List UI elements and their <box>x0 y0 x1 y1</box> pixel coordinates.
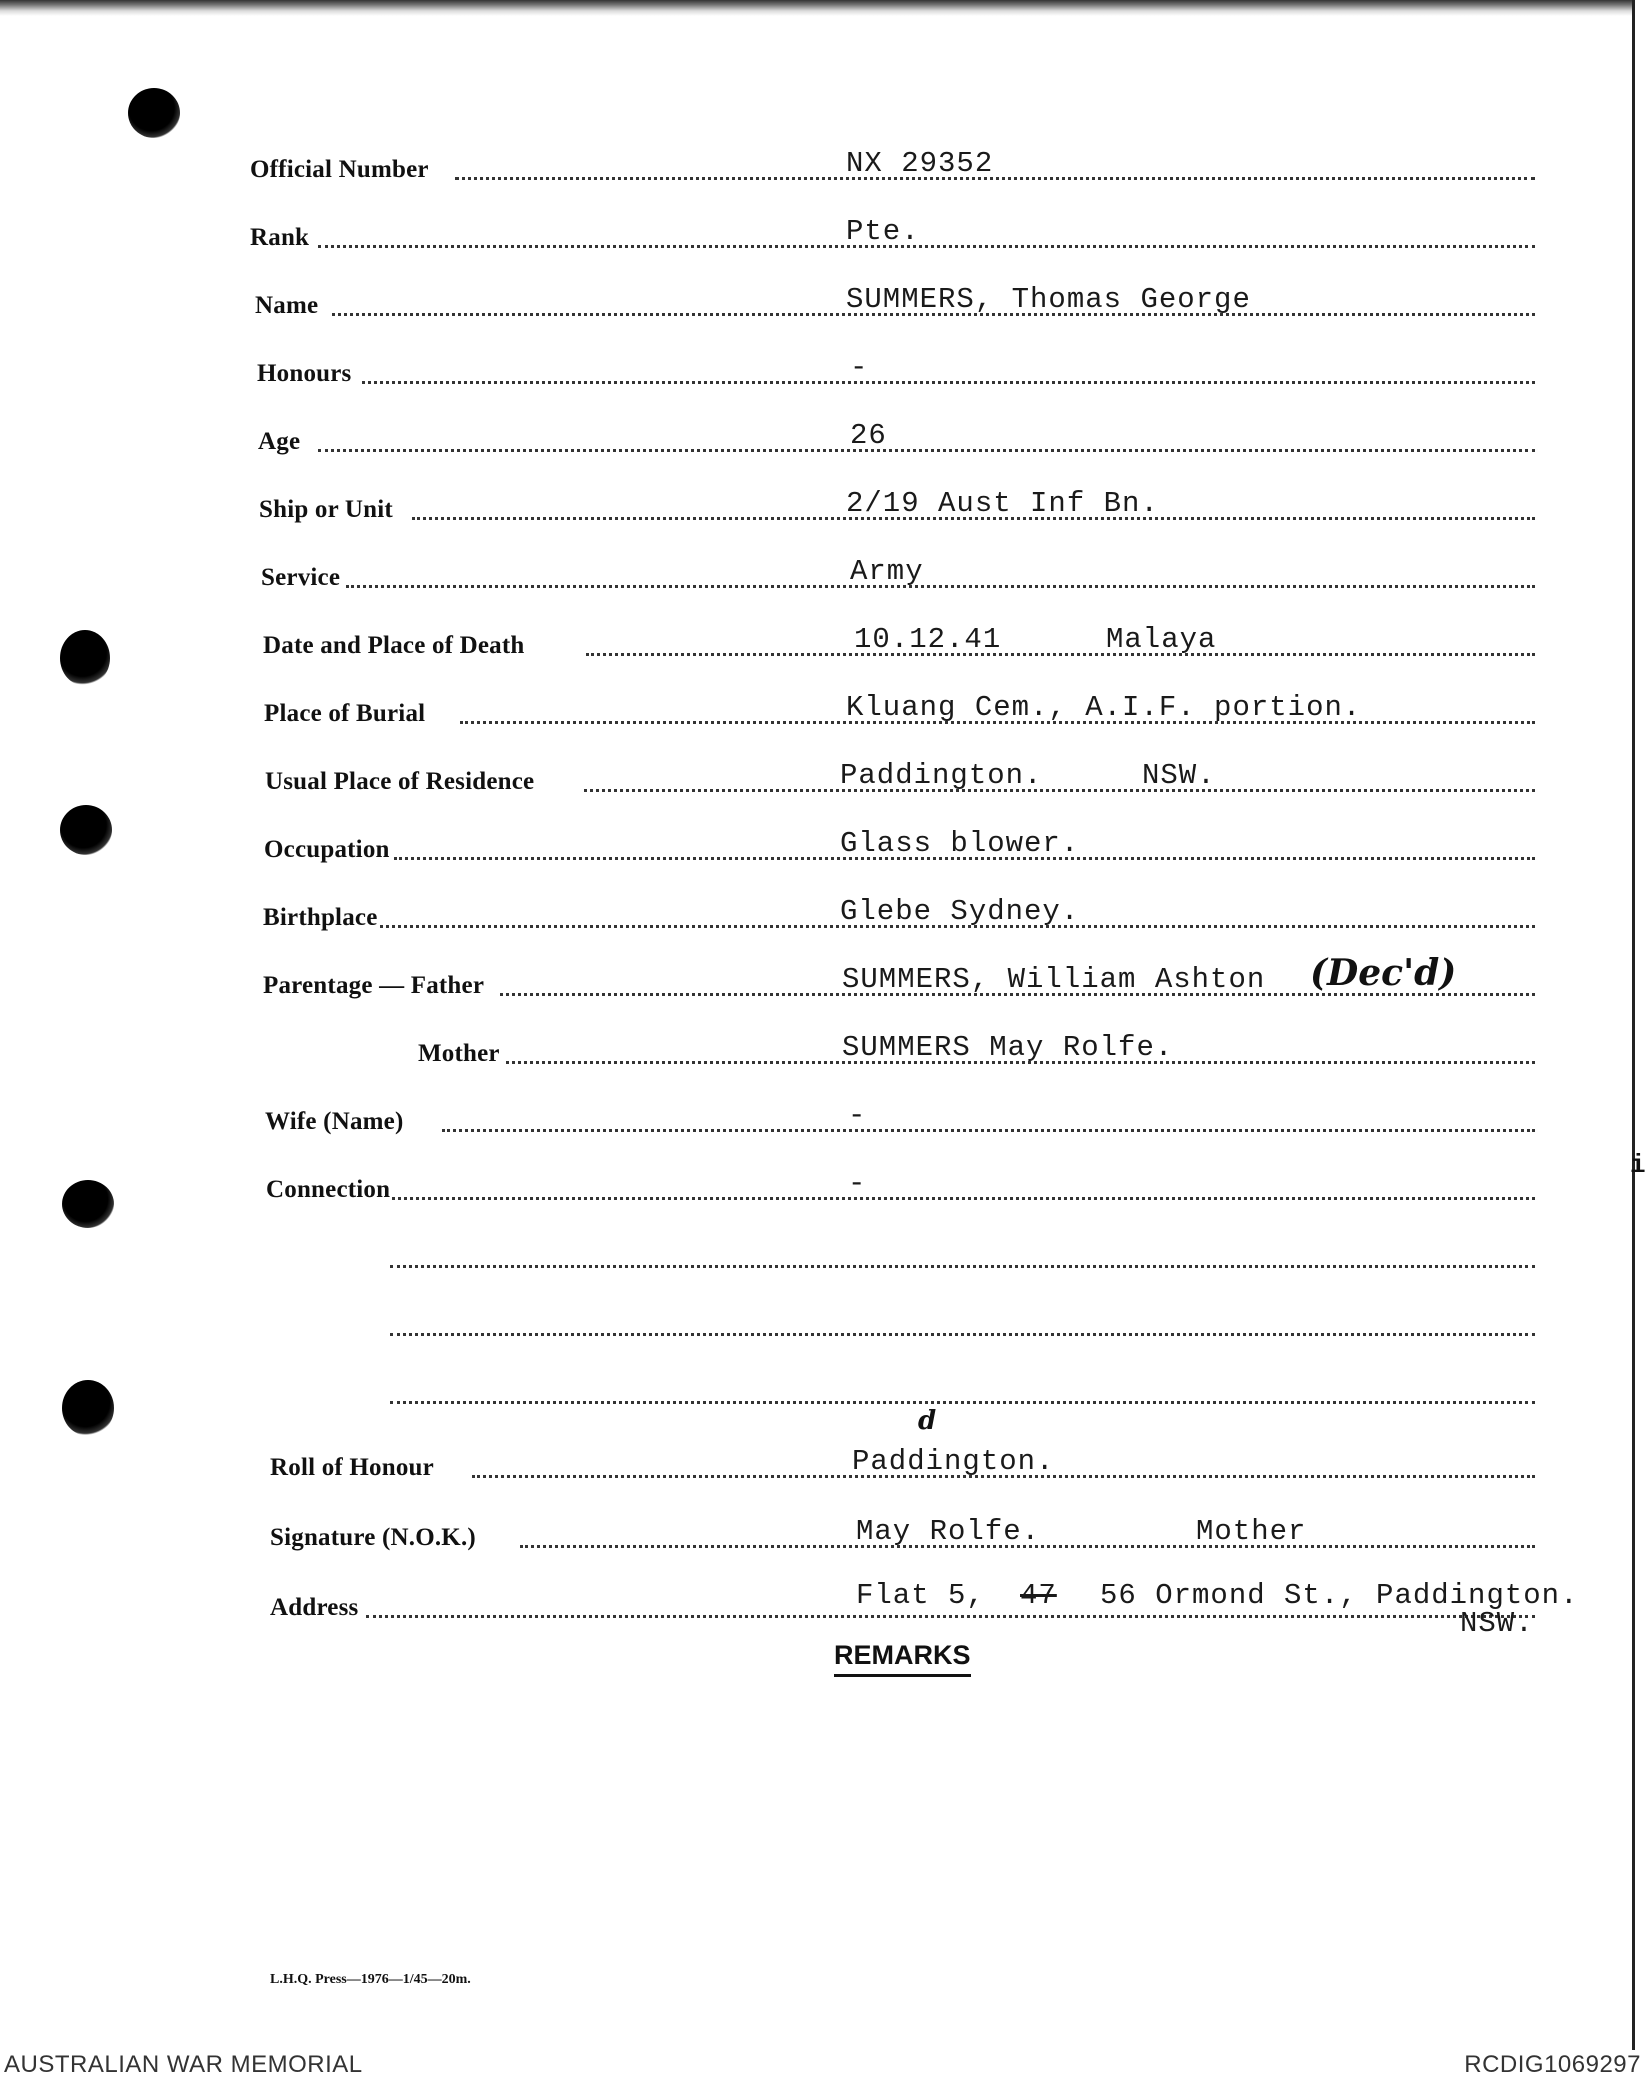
deceased-annotation: (Dec'd) <box>1310 952 1457 994</box>
death-label: Date and Place of Death <box>263 632 525 659</box>
field-occupation <box>0 828 1632 868</box>
death-place-value: Malaya <box>1106 623 1217 656</box>
field-residence <box>0 760 1632 800</box>
field-honours <box>0 352 1632 392</box>
service-label: Service <box>261 564 341 591</box>
field-signature <box>0 1516 1632 1556</box>
name-value: SUMMERS, Thomas George <box>846 283 1251 316</box>
father-value: SUMMERS, William Ashton <box>842 963 1266 996</box>
signature-relation-value: Mother <box>1196 1515 1307 1548</box>
field-address <box>0 1579 1632 1640</box>
dotted-line <box>390 1401 1535 1404</box>
age-value: 26 <box>850 419 887 452</box>
remarks-heading: REMARKS <box>834 1640 971 1677</box>
birthplace-label: Birthplace <box>263 904 378 931</box>
archive-institution: AUSTRALIAN WAR MEMORIAL <box>4 2051 363 2078</box>
ship-or-unit-value: 2/19 Aust Inf Bn. <box>846 487 1159 520</box>
wife-label: Wife (Name) <box>265 1108 404 1135</box>
blank-line-3 <box>0 1372 1632 1412</box>
dotted-line <box>346 585 1535 588</box>
birthplace-value: Glebe Sydney. <box>840 895 1080 928</box>
dotted-line <box>390 1265 1535 1268</box>
field-connection <box>0 1168 1632 1208</box>
residence-label: Usual Place of Residence <box>265 768 535 795</box>
honours-value: - <box>850 351 869 384</box>
field-ship-or-unit <box>0 488 1632 528</box>
field-father <box>0 952 1632 1004</box>
archive-band <box>0 2050 1651 2082</box>
dotted-line <box>442 1129 1535 1132</box>
mother-value: SUMMERS May Rolfe. <box>842 1031 1174 1064</box>
address-label: Address <box>270 1594 359 1621</box>
wife-value: - <box>848 1099 867 1132</box>
burial-label: Place of Burial <box>264 700 426 727</box>
field-name <box>0 284 1632 324</box>
field-service <box>0 556 1632 596</box>
age-label: Age <box>258 428 301 455</box>
dotted-line <box>390 1333 1535 1336</box>
punch-hole-top <box>128 88 180 138</box>
blank-line-2 <box>0 1304 1632 1344</box>
field-date-place-of-death <box>0 624 1632 664</box>
dotted-line <box>318 449 1535 452</box>
blank-line-1 <box>0 1236 1632 1276</box>
rank-value: Pte. <box>846 215 920 248</box>
print-line: L.H.Q. Press—1976—1/45—20m. <box>270 1972 471 1987</box>
occupation-label: Occupation <box>264 836 390 863</box>
dotted-line <box>362 381 1535 384</box>
burial-value: Kluang Cem., A.I.F. portion. <box>846 691 1362 724</box>
scan-edge-shadow <box>0 0 1632 16</box>
field-place-of-burial <box>0 692 1632 732</box>
archive-reference: RCDIG1069297 <box>1464 2051 1641 2078</box>
service-value: Army <box>850 555 924 588</box>
field-wife <box>0 1100 1632 1140</box>
death-date-value: 10.12.41 <box>854 623 1002 656</box>
roll-of-honour-label: Roll of Honour <box>270 1454 434 1481</box>
official-number-label: Official Number <box>250 156 429 183</box>
signature-label: Signature (N.O.K.) <box>270 1524 476 1551</box>
occupation-value: Glass blower. <box>840 827 1080 860</box>
field-mother <box>0 1032 1632 1072</box>
address-value-end: 56 Ormond St., Paddington. <box>1100 1579 1579 1612</box>
address-line2-value: NSW. <box>1460 1607 1534 1640</box>
dotted-line <box>586 653 1535 656</box>
rank-label: Rank <box>250 224 310 251</box>
dotted-line <box>366 1615 1535 1618</box>
field-roll-of-honour <box>0 1406 1632 1486</box>
handwritten-correction: d <box>918 1406 937 1436</box>
honours-label: Honours <box>257 360 352 387</box>
father-label: Parentage — Father <box>263 972 485 999</box>
field-official-number <box>0 148 1632 188</box>
field-rank <box>0 216 1632 256</box>
address-value-start: Flat 5, <box>856 1579 985 1612</box>
mother-label: Mother <box>418 1040 500 1067</box>
residence-state-value: NSW. <box>1142 759 1216 792</box>
dotted-line <box>318 245 1535 248</box>
roll-of-honour-value: Paddington. <box>852 1445 1055 1478</box>
connection-label: Connection <box>266 1176 391 1203</box>
official-number-value: NX 29352 <box>846 147 994 180</box>
ship-or-unit-label: Ship or Unit <box>259 496 393 523</box>
address-struck-number: 47 <box>1020 1579 1057 1612</box>
field-age <box>0 420 1632 460</box>
field-birthplace <box>0 896 1632 936</box>
dotted-line <box>392 1197 1535 1200</box>
connection-value: - <box>848 1167 867 1200</box>
name-label: Name <box>255 292 319 319</box>
stray-mark: i <box>1630 1150 1646 1180</box>
signature-name-value: May Rolfe. <box>856 1515 1041 1548</box>
residence-town-value: Paddington. <box>840 759 1043 792</box>
dotted-line <box>455 177 1535 180</box>
dotted-line <box>584 789 1535 792</box>
